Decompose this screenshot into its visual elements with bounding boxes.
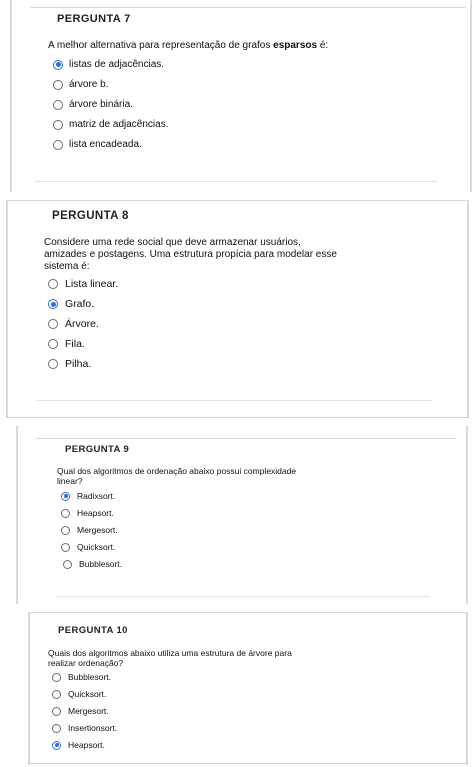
radio-button[interactable] <box>61 526 70 535</box>
q9-option-3-label: Mergesort. <box>77 525 118 535</box>
radio-button[interactable] <box>52 707 61 716</box>
question-7-title: PERGUNTA 7 <box>57 13 131 25</box>
q8-option-5[interactable] <box>48 358 91 370</box>
q7-option-5[interactable] <box>53 139 142 150</box>
radio-button[interactable] <box>53 60 63 70</box>
q8-option-4-label: Fila. <box>65 338 85 350</box>
q7-option-4[interactable] <box>53 119 169 130</box>
q7-option-1[interactable] <box>53 59 164 70</box>
question-7-text-part: A melhor alternativa para representação de grafos <box>48 40 274 51</box>
q8-option-4[interactable] <box>48 338 85 350</box>
question-7-top-border <box>30 7 466 8</box>
question-9-divider <box>56 596 430 597</box>
q7-option-5-label: lista encadeada. <box>69 139 142 150</box>
question-8-text <box>44 237 337 273</box>
q9-option-4[interactable] <box>61 542 115 552</box>
radio-button[interactable] <box>48 279 58 289</box>
q9-option-5[interactable] <box>63 559 122 569</box>
q10-option-4[interactable] <box>52 723 117 733</box>
question-8-text-line-1: Considere uma rede social que deve armazenar usuários, <box>44 237 301 248</box>
q10-option-3[interactable] <box>52 706 109 716</box>
q10-option-5[interactable] <box>52 740 105 750</box>
q9-option-1[interactable] <box>61 491 115 501</box>
question-8-text-line-2: amizades e postagens. Uma estrutura propícia para modelar esse <box>44 249 337 260</box>
radio-button[interactable] <box>48 339 58 349</box>
radio-button[interactable] <box>48 299 58 309</box>
question-10-title: PERGUNTA 10 <box>58 625 128 636</box>
q9-option-2-label: Heapsort. <box>77 508 114 518</box>
q8-option-3[interactable] <box>48 318 99 330</box>
q9-option-1-label: Radixsort. <box>77 491 116 501</box>
question-8-title: PERGUNTA 8 <box>52 210 129 222</box>
q9-option-3[interactable] <box>61 525 118 535</box>
radio-button[interactable] <box>53 120 63 130</box>
q10-option-2[interactable] <box>52 689 106 699</box>
question-7-text-end: é: <box>317 40 329 51</box>
q8-option-2-label: Grafo. <box>65 298 95 310</box>
question-10-text-line-1: Quais dos algoritmos abaixo utiliza uma estrutura de árvore para <box>48 648 292 658</box>
radio-button[interactable] <box>48 359 58 369</box>
question-10-top-border <box>28 612 468 613</box>
radio-button[interactable] <box>52 673 61 682</box>
q10-option-1[interactable] <box>52 672 111 682</box>
question-8-left-border <box>6 200 8 418</box>
q7-option-2-label: árvore b. <box>69 79 109 90</box>
radio-button[interactable] <box>53 80 63 90</box>
q8-option-1-label: Lista linear. <box>65 278 119 290</box>
question-9-left-border <box>16 426 18 604</box>
q7-option-2[interactable] <box>53 79 108 90</box>
question-10-bottom-border <box>28 763 468 764</box>
question-9-text-line-1: Qual dos algoritmos de ordenação abaixo possui complexidade <box>57 466 297 476</box>
q10-option-3-label: Mergesort. <box>68 706 109 716</box>
q10-option-5-label: Heapsort. <box>68 740 105 750</box>
question-10-text-line-2: realizar ordenação? <box>48 658 124 668</box>
question-9-right-border <box>466 426 468 604</box>
radio-button[interactable] <box>48 319 58 329</box>
q9-option-5-label: Bubblesort. <box>79 559 122 569</box>
q8-option-1[interactable] <box>48 278 118 290</box>
radio-button[interactable] <box>53 100 63 110</box>
q7-option-3[interactable] <box>53 99 133 110</box>
q9-option-2[interactable] <box>61 508 114 518</box>
radio-button[interactable] <box>61 509 70 518</box>
question-8-bottom-border <box>6 417 469 418</box>
q10-option-1-label: Bubblesort. <box>68 672 111 682</box>
radio-button[interactable] <box>61 492 70 501</box>
question-7-text-bold: esparsos <box>273 40 318 51</box>
question-9-text-line-2: linear? <box>57 476 83 486</box>
radio-button[interactable] <box>63 560 72 569</box>
q8-option-5-label: Pilha. <box>65 358 92 370</box>
radio-button[interactable] <box>52 741 61 750</box>
q9-option-4-label: Quicksort. <box>77 542 116 552</box>
question-8-text-line-3: sistema é: <box>44 261 90 272</box>
question-8-top-border <box>6 200 469 201</box>
question-8-right-border <box>467 200 469 418</box>
q7-option-4-label: matriz de adjacências. <box>69 119 169 130</box>
question-9-title: PERGUNTA 9 <box>65 444 130 455</box>
question-7-text <box>48 40 328 52</box>
question-10-right-border <box>466 612 468 765</box>
q8-option-2[interactable] <box>48 298 94 310</box>
q8-option-3-label: Árvore. <box>65 318 99 330</box>
question-10-left-border <box>28 612 30 765</box>
radio-button[interactable] <box>52 724 61 733</box>
question-10-text <box>48 648 292 668</box>
q10-option-2-label: Quicksort. <box>68 689 107 699</box>
radio-button[interactable] <box>53 140 63 150</box>
radio-button[interactable] <box>52 690 61 699</box>
radio-button[interactable] <box>61 543 70 552</box>
question-7-divider <box>34 181 438 182</box>
q10-option-4-label: Insertionsort. <box>68 723 118 733</box>
question-9-top-border <box>36 438 456 439</box>
question-8-divider <box>36 400 432 401</box>
q7-option-3-label: árvore binária. <box>69 99 133 110</box>
q7-option-1-label: listas de adjacências. <box>69 59 165 70</box>
question-9-text <box>57 466 296 486</box>
question-7-left-border <box>10 0 12 192</box>
question-7-right-border <box>470 0 472 192</box>
